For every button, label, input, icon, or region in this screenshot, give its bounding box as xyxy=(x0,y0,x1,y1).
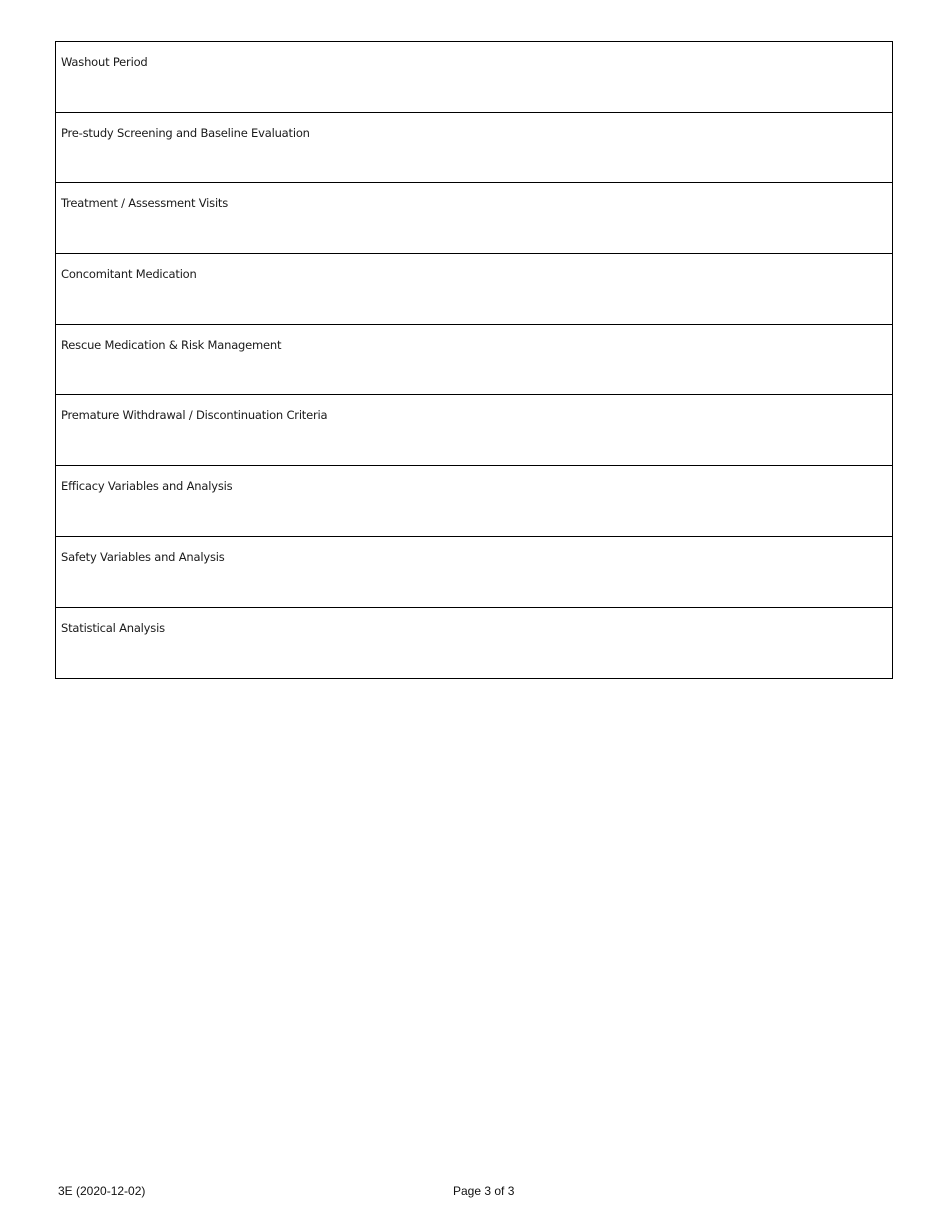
statistical-analysis-field[interactable] xyxy=(56,608,892,679)
efficacy-variables-field[interactable] xyxy=(56,466,892,537)
field-label: Safety Variables and Analysis xyxy=(61,549,225,564)
field-label: Statistical Analysis xyxy=(61,620,165,635)
washout-period-field[interactable] xyxy=(56,42,892,113)
safety-variables-field[interactable] xyxy=(56,537,892,608)
field-label: Washout Period xyxy=(61,55,148,69)
premature-withdrawal-field[interactable] xyxy=(56,395,892,466)
rescue-medication-field[interactable] xyxy=(56,325,892,396)
field-label: Premature Withdrawal / Discontinuation Criteria xyxy=(61,408,328,423)
pre-study-screening-field[interactable] xyxy=(56,113,892,184)
concomitant-medication-field[interactable] xyxy=(56,254,892,325)
field-label: Pre-study Screening and Baseline Evaluation xyxy=(61,125,310,140)
field-label: Concomitant Medication xyxy=(61,267,197,282)
field-label: Efficacy Variables and Analysis xyxy=(61,479,233,494)
protocol-form-table xyxy=(55,41,893,679)
treatment-assessment-visits-field[interactable] xyxy=(56,183,892,254)
page-number: Page 3 of 3 xyxy=(453,1184,515,1198)
form-code: 3E (2020-12-02) xyxy=(58,1184,146,1198)
field-label: Rescue Medication & Risk Management xyxy=(61,337,282,352)
field-label: Treatment / Assessment Visits xyxy=(61,196,229,211)
